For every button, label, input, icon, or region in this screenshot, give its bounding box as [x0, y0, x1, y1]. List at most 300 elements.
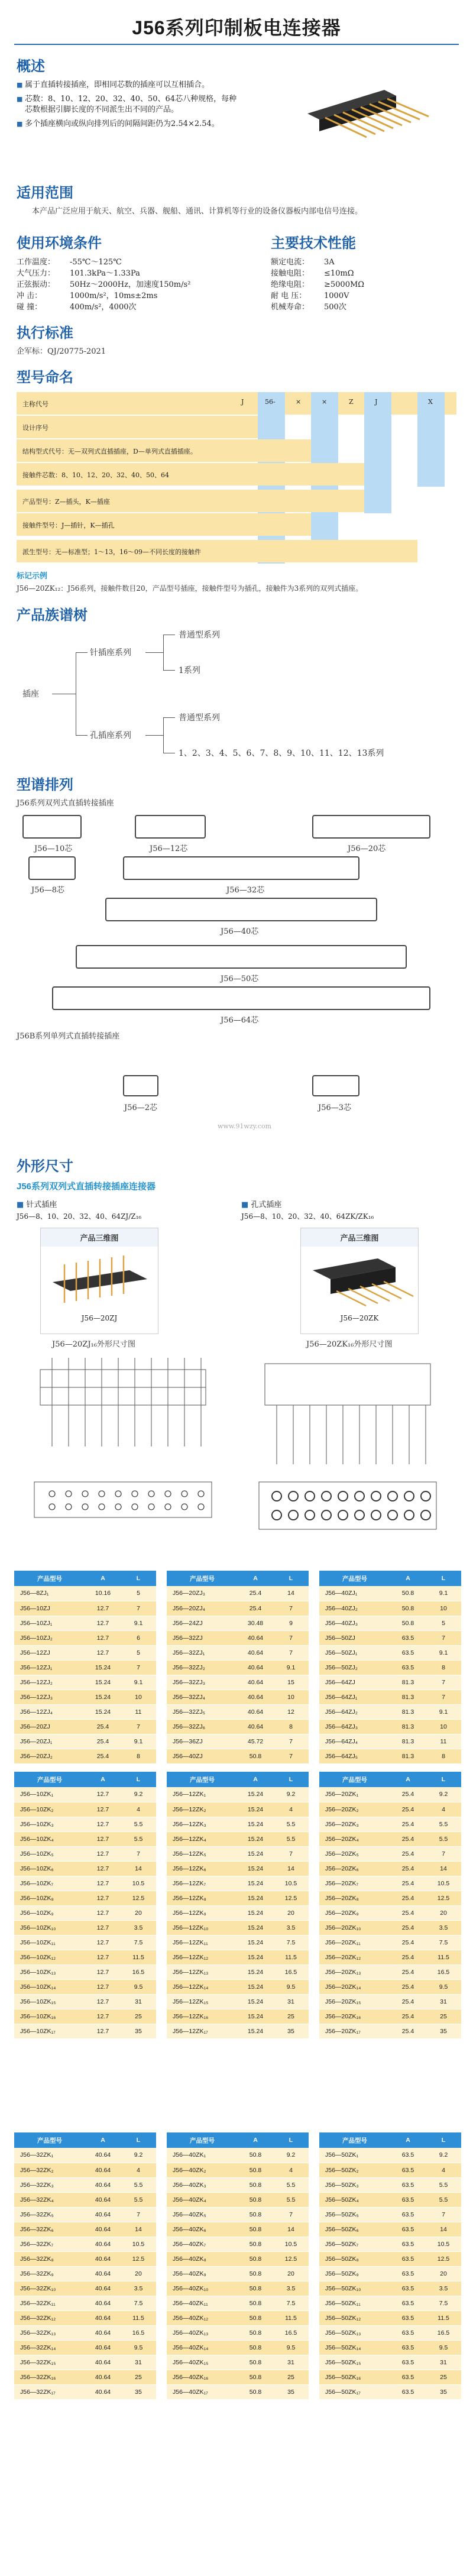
- table-cell: 5.5: [273, 1831, 309, 1846]
- table-cell: 7: [426, 1630, 461, 1645]
- table-cell: J56—32ZK₂: [14, 2163, 85, 2177]
- table-cell: J56—20ZJ₁: [14, 1734, 85, 1749]
- table-cell: J56—20ZK₁₇: [319, 2024, 390, 2038]
- table-cell: 25: [273, 2370, 309, 2384]
- table-cell: J56—12ZJ₃: [14, 1690, 85, 1704]
- table-cell: 9.1: [121, 1734, 156, 1749]
- table-cell: 12.7: [85, 2009, 121, 2024]
- table-cell: 12.7: [85, 1965, 121, 1979]
- connector-40: [105, 898, 377, 921]
- table-row: [319, 1817, 461, 1831]
- table-cell: J56—12ZK₂: [167, 1802, 238, 1817]
- table-header-cell: 产品型号: [14, 1772, 85, 1787]
- env-item: 大气压力： 101.3kPa～1.33Pa: [17, 269, 140, 278]
- table-cell: 31: [426, 1994, 461, 2009]
- table-cell: J56—24ZJ: [167, 1616, 238, 1630]
- naming-heading: 型号命名: [17, 370, 73, 386]
- table-row: [14, 1920, 156, 1935]
- tree-line: [163, 717, 175, 718]
- table-cell: 15.24: [238, 1994, 273, 2009]
- table-cell: 4: [121, 1802, 156, 1817]
- table-row: [14, 1616, 156, 1630]
- connector-caption: J56—50芯: [221, 975, 259, 983]
- table-header-cell: 产品型号: [167, 1571, 238, 1586]
- table-cell: 5: [121, 1645, 156, 1660]
- table-cell: 11.5: [121, 2310, 156, 2325]
- table-cell: 40.64: [238, 1675, 273, 1690]
- table-cell: 7.5: [273, 2296, 309, 2310]
- table-cell: 14: [121, 1861, 156, 1876]
- table-row: [14, 1601, 156, 1616]
- table-row: [319, 1876, 461, 1891]
- table-header-cell: 产品型号: [167, 1772, 238, 1787]
- standard-section: [0, 321, 473, 357]
- table-header-cell: A: [85, 1772, 121, 1787]
- naming-row: 派生型号：无—标准型；1～13，16～09—不同长度的接触件: [17, 540, 417, 562]
- table-cell: 50.8: [238, 2281, 273, 2296]
- table-cell: 63.5: [390, 1660, 426, 1675]
- table-header-cell: 产品型号: [14, 2132, 85, 2148]
- connector-caption: J56—12芯: [150, 844, 188, 853]
- table-cell: J56—50ZK₁₄: [319, 2340, 390, 2355]
- naming-code: X: [428, 398, 433, 406]
- table-cell: 12.7: [85, 1616, 121, 1630]
- tree-branch: 针插座系列: [90, 648, 131, 658]
- table-cell: J56—20ZK₅: [319, 1846, 390, 1861]
- table-cell: 40.64: [238, 1630, 273, 1645]
- table-cell: J56—12ZK₁₆: [167, 2009, 238, 2024]
- table-row: [167, 1749, 309, 1763]
- tree-leaf: 1系列: [179, 666, 200, 675]
- table-cell: 7: [121, 1846, 156, 1861]
- table-cell: J56—20ZJ₄: [167, 1601, 238, 1616]
- table-cell: J56—50ZK₂: [319, 2163, 390, 2177]
- table-cell: J56—20ZK₄: [319, 1831, 390, 1846]
- table-cell: 40.64: [85, 2163, 121, 2177]
- table-cell: 40.64: [85, 2207, 121, 2222]
- table-row: [319, 1645, 461, 1660]
- overview-bullet: ■ 属于直插转接插座，即相同芯数的插座可以互相插合。: [17, 80, 241, 90]
- table-cell: 15.24: [238, 1905, 273, 1920]
- table-cell: J56—20ZK₁₁: [319, 1935, 390, 1950]
- table-cell: 25.4: [85, 1719, 121, 1734]
- connector-caption: J56—3芯: [318, 1103, 352, 1112]
- table-cell: 12.7: [85, 1787, 121, 1802]
- table-cell: 50.8: [238, 2207, 273, 2222]
- table-cell: 40.64: [85, 2192, 121, 2207]
- table-row: [319, 1965, 461, 1979]
- table-cell: J56—40ZK₁₀: [167, 2281, 238, 2296]
- spec-table: [319, 1571, 461, 1764]
- naming-row: 结构型式代号：无—双列式直插插座，D—单列式直插插座。: [17, 439, 311, 462]
- table-cell: J56—12ZK₁₃: [167, 1965, 238, 1979]
- table-row: [14, 1719, 156, 1734]
- table-cell: 63.5: [390, 2384, 426, 2399]
- table-cell: 63.5: [390, 1645, 426, 1660]
- tree-line: [145, 735, 163, 736]
- table-row: [14, 1660, 156, 1675]
- table-row: [14, 2296, 156, 2310]
- table-row: [319, 1920, 461, 1935]
- tree-branch: 孔插座系列: [90, 731, 131, 740]
- connector-3: [312, 1075, 359, 1096]
- table-cell: J56—32ZK₁₆: [14, 2370, 85, 2384]
- table-cell: J56—10ZK₂: [14, 1802, 85, 1817]
- table-row: [14, 1675, 156, 1690]
- table-cell: 40.64: [238, 1690, 273, 1704]
- tree-root: 插座: [22, 690, 39, 699]
- table-row: [14, 2177, 156, 2192]
- table-row: [167, 1690, 309, 1704]
- table-row: [319, 2340, 461, 2355]
- table-row: [167, 1616, 309, 1630]
- table-cell: J56—40ZK₁₂: [167, 2310, 238, 2325]
- table-row: [319, 1616, 461, 1630]
- lineup-single-title: J56B系列单列式直插转接插座: [17, 1032, 120, 1041]
- table-cell: 20: [273, 1905, 309, 1920]
- table-cell: 50.8: [238, 2222, 273, 2237]
- table-cell: 5.5: [121, 1831, 156, 1846]
- environment-heading: 使用环境条件: [17, 235, 102, 251]
- table-cell: 50.8: [238, 2370, 273, 2384]
- tree-leaf: 普通型系列: [179, 630, 220, 640]
- table-cell: 11.5: [121, 1950, 156, 1965]
- table-row: [167, 2237, 309, 2251]
- table-cell: 5.5: [426, 2192, 461, 2207]
- table-cell: 50.8: [238, 2177, 273, 2192]
- table-row: [167, 2207, 309, 2222]
- table-row: [319, 2009, 461, 2024]
- table-cell: 16.5: [426, 2325, 461, 2340]
- table-row: [319, 2296, 461, 2310]
- perf-item: 额定电流： 3A: [271, 258, 335, 267]
- family-tree: [17, 629, 456, 765]
- table-cell: 9.5: [121, 1979, 156, 1994]
- table-cell: 5.5: [273, 2177, 309, 2192]
- table-row: [167, 1876, 309, 1891]
- spec-table: [319, 1772, 461, 2039]
- table-cell: J56—12ZK₄: [167, 1831, 238, 1846]
- table-row: [319, 2222, 461, 2237]
- table-cell: 12.7: [85, 1876, 121, 1891]
- table-cell: 4: [273, 1802, 309, 1817]
- table-row: [167, 2177, 309, 2192]
- table-cell: J56—20ZK₈: [319, 1891, 390, 1905]
- table-cell: J56—32ZK₆: [14, 2222, 85, 2237]
- table-row: [167, 2266, 309, 2281]
- table-cell: 12.5: [273, 2251, 309, 2266]
- table-row: [319, 2384, 461, 2399]
- spec-table: [319, 2132, 461, 2400]
- table-header-cell: L: [121, 1772, 156, 1787]
- naming-diagram: [17, 392, 456, 564]
- table-cell: 9.2: [121, 2148, 156, 2163]
- table-row: [319, 2148, 461, 2163]
- table-cell: 25.4: [390, 1817, 426, 1831]
- table-cell: 40.64: [238, 1719, 273, 1734]
- table-cell: 3.5: [121, 2281, 156, 2296]
- table-row: [319, 2207, 461, 2222]
- table-row: [167, 2355, 309, 2370]
- lineup-single-diagram: [17, 1075, 456, 1146]
- table-cell: 14: [121, 2222, 156, 2237]
- table-header-cell: A: [390, 1571, 426, 1586]
- table-row: [167, 2251, 309, 2266]
- table-cell: 15: [273, 1675, 309, 1690]
- table-cell: 15.24: [238, 1861, 273, 1876]
- connector-caption: J56—32芯: [226, 886, 265, 895]
- table-cell: 9.2: [121, 1787, 156, 1802]
- naming-row: 主称代号: [22, 400, 48, 408]
- table-cell: 9: [273, 1616, 309, 1630]
- scope-heading: 适用范围: [17, 185, 73, 201]
- table-cell: 15.24: [85, 1675, 121, 1690]
- naming-column: [364, 392, 391, 513]
- table-row: [14, 2281, 156, 2296]
- table-cell: J56—32ZK₁: [14, 2148, 85, 2163]
- table-row: [319, 1660, 461, 1675]
- table-cell: 15.24: [238, 1802, 273, 1817]
- table-cell: 35: [121, 2024, 156, 2038]
- table-cell: 25: [121, 2009, 156, 2024]
- table-cell: 5.5: [273, 1817, 309, 1831]
- table-cell: 5.5: [121, 2177, 156, 2192]
- table-cell: 12: [273, 1704, 309, 1719]
- table-cell: 7: [121, 1719, 156, 1734]
- table-cell: 25.4: [390, 2024, 426, 2038]
- table-cell: J56—20ZK₆: [319, 1861, 390, 1876]
- table-cell: 25.4: [390, 1965, 426, 1979]
- table-cell: 12.7: [85, 1831, 121, 1846]
- perf-item: 绝缘电阻： ≥5000MΩ: [271, 280, 365, 289]
- table-row: [167, 1675, 309, 1690]
- table-cell: 9.5: [426, 1979, 461, 1994]
- table-cell: 63.5: [390, 1630, 426, 1645]
- table-header-cell: L: [426, 2132, 461, 2148]
- table-row: [167, 1704, 309, 1719]
- table-row: [319, 1704, 461, 1719]
- table-cell: J56—40ZJ₂: [319, 1601, 390, 1616]
- table-row: [319, 1690, 461, 1704]
- table-cell: 4: [426, 2163, 461, 2177]
- naming-row: 接触件型号：J—插针，K—插孔: [17, 513, 311, 536]
- table-header-cell: A: [85, 2132, 121, 2148]
- table-row: [167, 2296, 309, 2310]
- table-cell: 11.5: [426, 2310, 461, 2325]
- table-cell: J56—50ZJ: [319, 1630, 390, 1645]
- table-cell: 16.5: [273, 1965, 309, 1979]
- table-cell: 10.5: [273, 1876, 309, 1891]
- table-cell: J56—40ZK₁₆: [167, 2370, 238, 2384]
- table-cell: 50.8: [238, 2310, 273, 2325]
- connector-product-image: [296, 72, 438, 149]
- table-header-cell: L: [426, 1772, 461, 1787]
- table-cell: J56—12ZK₁₀: [167, 1920, 238, 1935]
- table-row: [319, 1675, 461, 1690]
- table-cell: 12.7: [85, 1891, 121, 1905]
- table-row: [14, 1979, 156, 1994]
- table-cell: 7: [121, 2207, 156, 2222]
- table-cell: 9.1: [426, 1586, 461, 1601]
- table-cell: 25.4: [390, 1920, 426, 1935]
- table-cell: J56—40ZK₉: [167, 2266, 238, 2281]
- lineup-heading: 型谱排列: [17, 777, 73, 793]
- table-cell: 14: [273, 2222, 309, 2237]
- table-cell: 15.24: [238, 1935, 273, 1950]
- table-cell: 15.24: [85, 1690, 121, 1704]
- table-row: [14, 2207, 156, 2222]
- table-header-cell: A: [238, 2132, 273, 2148]
- table-row: [319, 2281, 461, 2296]
- table-cell: J56—40ZK₁: [167, 2148, 238, 2163]
- table-row: [14, 1831, 156, 1846]
- table-cell: J56—50ZK₇: [319, 2237, 390, 2251]
- table-cell: 10: [426, 1601, 461, 1616]
- scope-text: 本产品广泛应用于航天、航空、兵器、舰船、通讯、计算机等行业的设备仪器板内部电信号连接。: [32, 207, 363, 216]
- table-cell: 12.7: [85, 1920, 121, 1935]
- overview-bullet: ■ 多个插座横向或纵向排列后的间隔间距仍为2.54×2.54。: [17, 119, 241, 130]
- table-cell: 9.1: [121, 1675, 156, 1690]
- table-cell: J56—40ZJ₁: [319, 1586, 390, 1601]
- table-row: [167, 2281, 309, 2296]
- table-cell: 50.8: [390, 1616, 426, 1630]
- table-cell: 5.5: [426, 1817, 461, 1831]
- table-cell: 12.5: [121, 2251, 156, 2266]
- tree-line: [76, 735, 88, 736]
- table-cell: 25: [273, 2009, 309, 2024]
- table-cell: J56—32ZK₉: [14, 2266, 85, 2281]
- table-row: [14, 2237, 156, 2251]
- table-cell: 25: [121, 2370, 156, 2384]
- table-cell: J56—20ZJ₂: [14, 1749, 85, 1763]
- example-title: 标记示例: [17, 571, 48, 580]
- table-cell: 15.24: [238, 1876, 273, 1891]
- table-cell: 31: [121, 2355, 156, 2370]
- spec-table: [167, 2132, 309, 2400]
- table-cell: 63.5: [390, 2325, 426, 2340]
- connector-50: [76, 945, 407, 969]
- table-cell: 7.5: [273, 1935, 309, 1950]
- table-row: [167, 1802, 309, 1817]
- table-cell: 7: [273, 1734, 309, 1749]
- connector-caption: J56—64芯: [221, 1016, 259, 1025]
- table-cell: J56—12ZK₁₂: [167, 1950, 238, 1965]
- table-row: [319, 1831, 461, 1846]
- table-header-cell: A: [238, 1571, 273, 1586]
- table-cell: J56—40ZK₁₃: [167, 2325, 238, 2340]
- table-cell: 50.8: [238, 2251, 273, 2266]
- table-cell: J56—50ZK₁₂: [319, 2310, 390, 2325]
- table-cell: 3.5: [273, 1920, 309, 1935]
- table-cell: 20: [121, 1905, 156, 1920]
- socket-desc: J56—8、10、20、32、40、64ZK/ZK₁₆: [241, 1212, 374, 1221]
- table-cell: 12.7: [85, 1979, 121, 1994]
- table-cell: 81.3: [390, 1704, 426, 1719]
- title-rule: [14, 44, 459, 45]
- lineup-diagram: [17, 809, 456, 1075]
- table-cell: J56—50ZK₅: [319, 2207, 390, 2222]
- table-cell: 50.8: [238, 2340, 273, 2355]
- table-row: [14, 2310, 156, 2325]
- table-cell: J56—50ZK₄: [319, 2192, 390, 2207]
- table-cell: 5.5: [426, 2177, 461, 2192]
- table-cell: 40.64: [85, 2177, 121, 2192]
- table-cell: J56—32ZK₁₇: [14, 2384, 85, 2399]
- performance-heading: 主要技术性能: [271, 235, 356, 251]
- table-cell: J56—64ZJ: [319, 1675, 390, 1690]
- connector-caption: J56—2芯: [124, 1103, 158, 1112]
- table-row: [319, 2355, 461, 2370]
- lineup-section: [0, 773, 473, 809]
- table-cell: 7: [121, 1660, 156, 1675]
- table-cell: 50.8: [390, 1586, 426, 1601]
- table-row: [167, 2310, 309, 2325]
- table-cell: 14: [426, 1861, 461, 1876]
- tree-line: [163, 635, 164, 670]
- table-cell: 25.4: [390, 1891, 426, 1905]
- table-cell: 35: [426, 2024, 461, 2038]
- table-cell: 25.4: [85, 1734, 121, 1749]
- table-cell: J56—40ZK₇: [167, 2237, 238, 2251]
- table-cell: 12.7: [85, 1935, 121, 1950]
- table-cell: 25.4: [390, 1994, 426, 2009]
- table-cell: J56—32ZK₁₀: [14, 2281, 85, 2296]
- table-cell: 25: [426, 2009, 461, 2024]
- table-cell: J56—40ZK₄: [167, 2192, 238, 2207]
- table-cell: 3.5: [426, 1920, 461, 1935]
- table-cell: J56—32ZK₃: [14, 2177, 85, 2192]
- naming-code: J: [375, 398, 378, 406]
- naming-code: ×: [296, 398, 302, 406]
- table-row: [319, 1950, 461, 1965]
- table-cell: 15.24: [238, 1950, 273, 1965]
- table-cell: J56—10ZK₁₅: [14, 1994, 85, 2009]
- table-cell: J56—32ZJ₂: [167, 1660, 238, 1675]
- table-cell: J56—50ZK₁₁: [319, 2296, 390, 2310]
- table-cell: J56—10ZK₈: [14, 1891, 85, 1905]
- table-header-cell: L: [121, 1571, 156, 1586]
- overview-bullet: ■ 芯数：8、10、12、20、32、40、50、64芯八种规格，每种芯数根据引脚长度的不同派生出不同的产品。: [17, 94, 241, 115]
- table-cell: 12.5: [426, 2251, 461, 2266]
- table-cell: 63.5: [390, 2148, 426, 2163]
- table-cell: J56—10ZK₄: [14, 1831, 85, 1846]
- table-cell: 25.4: [390, 2009, 426, 2024]
- table-cell: 15.24: [238, 2009, 273, 2024]
- pin-caption: J56—20ZJ₁₆外形尺寸图: [52, 1340, 135, 1349]
- tree-line: [145, 652, 163, 653]
- table-cell: J56—12ZJ₁: [14, 1660, 85, 1675]
- table-cell: 40.64: [85, 2296, 121, 2310]
- table-cell: J56—20ZK₁₆: [319, 2009, 390, 2024]
- page-title: J56系列印制板电连接器: [132, 17, 341, 38]
- table-cell: 12.7: [85, 1645, 121, 1660]
- table-cell: 7: [426, 1846, 461, 1861]
- table-cell: 50.8: [238, 2163, 273, 2177]
- table-row: [167, 1817, 309, 1831]
- naming-example: [0, 569, 473, 594]
- table-row: [167, 1950, 309, 1965]
- family-heading: 产品族谱树: [17, 607, 88, 623]
- table-row: [167, 1846, 309, 1861]
- table-row: [14, 2163, 156, 2177]
- pin-type: ■ 针式插座: [17, 1200, 57, 1209]
- table-cell: 12.7: [85, 1802, 121, 1817]
- table-cell: J56—20ZK₁₄: [319, 1979, 390, 1994]
- table-cell: 15.24: [238, 1831, 273, 1846]
- table-row: [14, 1994, 156, 2009]
- table-cell: 15.24: [238, 1787, 273, 1802]
- table-cell: J56—32ZJ₆: [167, 1719, 238, 1734]
